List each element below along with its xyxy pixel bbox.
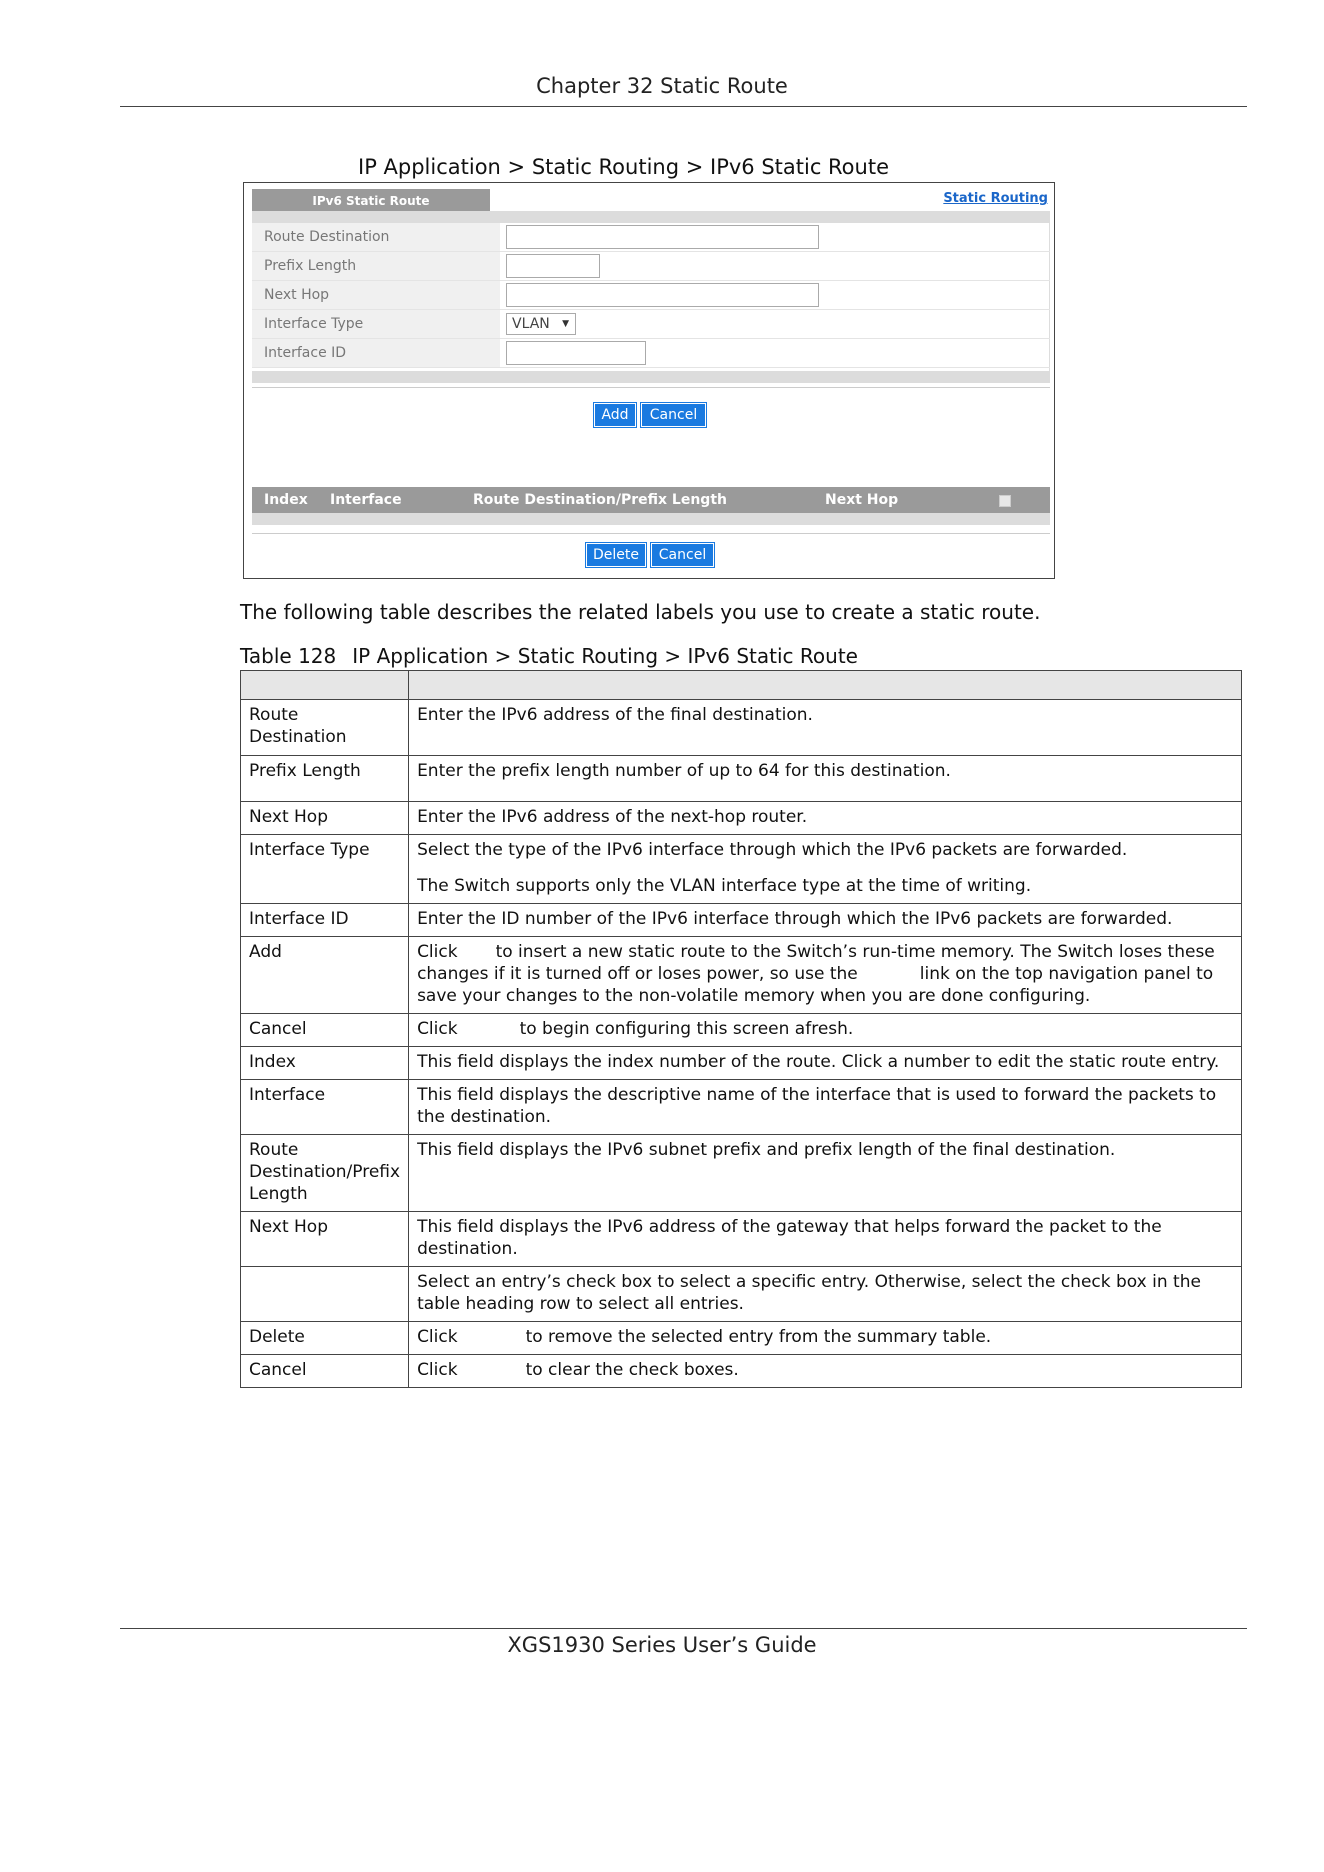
add-button[interactable]: Add <box>594 403 636 427</box>
footer-divider <box>120 1628 1247 1629</box>
table-row <box>241 756 1242 802</box>
row-description: Enter the ID number of the IPv6 interface through which the IPv6 packets are forwarded. <box>409 904 1242 937</box>
table-row <box>241 937 1242 1014</box>
row-description-part: Click <box>417 942 458 962</box>
row-description: Enter the IPv6 address of the next-hop router. <box>409 802 1242 835</box>
table-divider <box>252 533 1050 534</box>
header-description-cell <box>409 671 1242 700</box>
row-description <box>409 1355 1242 1388</box>
index-column-header: Index <box>264 492 308 508</box>
intro-paragraph: The following table describes the related labels you use to create a static route. <box>240 600 1041 624</box>
table-row <box>241 700 1242 756</box>
route-destination-column-header: Route Destination/Prefix Length <box>473 492 727 508</box>
row-label: Interface <box>241 1080 409 1135</box>
row-label: Prefix Length <box>241 756 409 802</box>
label-description-table <box>240 670 1242 1388</box>
row-description-line: The Switch supports only the VLAN interface type at the time of writing. <box>417 876 1032 896</box>
form-row-next-hop <box>252 281 1050 310</box>
interface-column-header: Interface <box>330 492 402 508</box>
form-row-interface-id <box>252 339 1050 368</box>
row-description <box>409 1014 1242 1047</box>
table-row <box>241 1047 1242 1080</box>
table-row <box>241 1014 1242 1047</box>
row-label: Index <box>241 1047 409 1080</box>
table-row <box>241 1355 1242 1388</box>
row-description: Enter the IPv6 address of the final destination. <box>409 700 1242 756</box>
row-description: This field displays the IPv6 address of the gateway that helps forward the packet to the destination. <box>409 1212 1242 1267</box>
table-row <box>241 802 1242 835</box>
select-all-checkbox[interactable] <box>999 495 1011 507</box>
row-label: Cancel <box>241 1355 409 1388</box>
row-description: This field displays the IPv6 subnet prefix and prefix length of the final destination. <box>409 1135 1242 1212</box>
row-label: Interface Type <box>241 835 409 904</box>
table-row <box>241 1080 1242 1135</box>
row-label <box>241 1267 409 1322</box>
header-label-cell <box>241 671 409 700</box>
row-description <box>409 1322 1242 1355</box>
panel-tab[interactable]: IPv6 Static Route <box>252 189 490 213</box>
guide-title: XGS1930 Series User’s Guide <box>507 1633 817 1657</box>
form-bottom-bar <box>252 371 1050 383</box>
row-description: This field displays the index number of the route. Click a number to edit the static route entry. <box>409 1047 1242 1080</box>
form-divider <box>252 387 1050 388</box>
table-row <box>241 1135 1242 1212</box>
row-label: Route Destination <box>241 700 409 756</box>
summary-table-header <box>252 487 1050 513</box>
interface-type-value: VLAN <box>512 316 550 332</box>
table-title: IP Application > Static Routing > IPv6 Static Route <box>352 644 858 668</box>
form-row-route-destination <box>252 223 1050 252</box>
row-description-part: Click <box>417 1327 458 1347</box>
form-row-interface-type <box>252 310 1050 339</box>
next-hop-input[interactable] <box>506 283 819 307</box>
prefix-length-label: Prefix Length <box>252 252 500 280</box>
table-row <box>241 1212 1242 1267</box>
row-description-line: Select the type of the IPv6 interface through which the IPv6 packets are forwarded. <box>417 840 1128 860</box>
row-label: Route Destination/Prefix Length <box>241 1135 409 1212</box>
row-description-part: Click <box>417 1360 458 1380</box>
table-row <box>241 835 1242 904</box>
form-row-prefix-length <box>252 252 1050 281</box>
cancel-button[interactable]: Cancel <box>641 403 706 427</box>
figure-caption: IP Application > Static Routing > IPv6 Static Route <box>358 155 889 179</box>
interface-id-input[interactable] <box>506 341 646 365</box>
cancel-selection-button[interactable]: Cancel <box>651 543 714 567</box>
row-description-part: Click <box>417 1019 458 1039</box>
table-caption <box>240 644 858 668</box>
row-label: Next Hop <box>241 1212 409 1267</box>
table-number: Table 128 <box>240 644 337 668</box>
route-destination-input[interactable] <box>506 225 819 249</box>
next-hop-column-header: Next Hop <box>825 492 899 508</box>
next-hop-label: Next Hop <box>252 281 500 309</box>
row-label: Delete <box>241 1322 409 1355</box>
row-description <box>409 835 1242 904</box>
ipv6-static-route-panel <box>243 182 1055 579</box>
row-description-part: to clear the check boxes. <box>525 1360 739 1380</box>
form-top-bar <box>252 211 1050 223</box>
row-label: Interface ID <box>241 904 409 937</box>
row-description-part: link on the top navigation panel to save your changes to the non-volatile memory when you are done configuring. <box>417 964 1214 1006</box>
table-row <box>241 904 1242 937</box>
row-label: Add <box>241 937 409 1014</box>
row-description: Select an entry’s check box to select a specific entry. Otherwise, select the check box in the table heading row to select all entries. <box>409 1267 1242 1322</box>
prefix-length-input[interactable] <box>506 254 600 278</box>
row-description: This field displays the descriptive name of the interface that is used to forward the packets to the destination. <box>409 1080 1242 1135</box>
interface-id-label: Interface ID <box>252 339 500 367</box>
static-routing-link[interactable]: Static Routing <box>943 191 1048 206</box>
summary-table-empty-row <box>252 513 1050 525</box>
table-header-row <box>241 671 1242 700</box>
chapter-title: Chapter 32 Static Route <box>536 74 788 98</box>
route-destination-label: Route Destination <box>252 223 500 251</box>
table-row <box>241 1322 1242 1355</box>
header-divider <box>120 106 1247 107</box>
table-row <box>241 1267 1242 1322</box>
row-label: Next Hop <box>241 802 409 835</box>
delete-button[interactable]: Delete <box>586 543 646 567</box>
route-form <box>252 223 1050 371</box>
row-description: Enter the prefix length number of up to 64 for this destination. <box>409 756 1242 802</box>
row-description <box>409 937 1242 1014</box>
row-label: Cancel <box>241 1014 409 1047</box>
row-description-part: to remove the selected entry from the summary table. <box>525 1327 992 1347</box>
row-description-part: to insert a new static route to the Switch’s run-time memory. The Switch loses these changes if it is turned off or loses power, so use the <box>417 942 1215 984</box>
chevron-down-icon: ▼ <box>562 319 569 329</box>
interface-type-label: Interface Type <box>252 310 500 338</box>
row-description-part: to begin configuring this screen afresh. <box>519 1019 854 1039</box>
interface-type-select[interactable] <box>506 313 576 335</box>
